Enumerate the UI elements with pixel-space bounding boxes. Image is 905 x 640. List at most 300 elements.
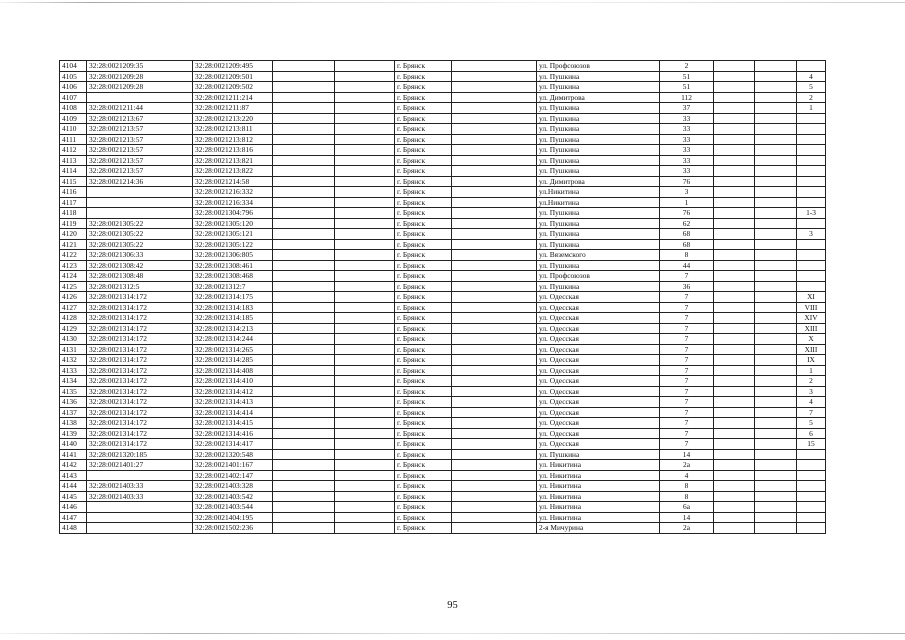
object-cadastral-cell: 32:28:0021314:416	[193, 428, 273, 439]
blank-cell-c	[452, 365, 537, 376]
blank-cell-d	[714, 334, 755, 345]
object-cadastral-cell: 32:28:0021403:328	[193, 481, 273, 492]
record-number-cell: 4122	[60, 250, 87, 261]
object-cadastral-cell: 32:28:0021314:414	[193, 407, 273, 418]
city-cell: г. Брянск	[395, 134, 452, 145]
blank-cell-a	[273, 281, 335, 292]
house-number-cell: 2а	[660, 523, 714, 534]
blank-cell-b	[335, 250, 395, 261]
house-number-cell: 7	[660, 334, 714, 345]
street-cell: ул. Профсоюзов	[537, 271, 660, 282]
parcel-cadastral-cell: 32:28:0021312:5	[87, 281, 193, 292]
blank-cell-e	[755, 92, 797, 103]
table-row	[60, 344, 826, 355]
house-number-cell: 76	[660, 176, 714, 187]
record-number-cell: 4130	[60, 334, 87, 345]
street-cell: ул. Одесская	[537, 292, 660, 303]
house-number-cell: 7	[660, 355, 714, 366]
object-cadastral-cell: 32:28:0021403:544	[193, 502, 273, 513]
blank-cell-c	[452, 134, 537, 145]
blank-cell-d	[714, 145, 755, 156]
city-cell: г. Брянск	[395, 92, 452, 103]
object-cadastral-cell: 32:28:0021304:796	[193, 208, 273, 219]
blank-cell-c	[452, 155, 537, 166]
apartment-cell	[797, 239, 826, 250]
table-row	[60, 481, 826, 492]
blank-cell-b	[335, 82, 395, 93]
parcel-cadastral-cell: 32:28:0021305:22	[87, 239, 193, 250]
blank-cell-e	[755, 61, 797, 72]
record-number-cell: 4128	[60, 313, 87, 324]
parcel-cadastral-cell	[87, 187, 193, 198]
object-cadastral-cell: 32:28:0021305:120	[193, 218, 273, 229]
blank-cell-d	[714, 292, 755, 303]
blank-cell-d	[714, 155, 755, 166]
parcel-cadastral-cell: 32:28:0021403:33	[87, 491, 193, 502]
blank-cell-d	[714, 92, 755, 103]
apartment-cell: XIII	[797, 323, 826, 334]
blank-cell-a	[273, 82, 335, 93]
blank-cell-a	[273, 523, 335, 534]
street-cell: ул. Профсоюзов	[537, 61, 660, 72]
blank-cell-e	[755, 386, 797, 397]
house-number-cell: 2	[660, 61, 714, 72]
object-cadastral-cell: 32:28:0021209:501	[193, 71, 273, 82]
object-cadastral-cell: 32:28:0021213:821	[193, 155, 273, 166]
city-cell: г. Брянск	[395, 166, 452, 177]
parcel-cadastral-cell: 32:28:0021308:42	[87, 260, 193, 271]
blank-cell-b	[335, 229, 395, 240]
house-number-cell: 7	[660, 418, 714, 429]
record-number-cell: 4117	[60, 197, 87, 208]
parcel-cadastral-cell: 32:28:0021314:172	[87, 418, 193, 429]
property-registry-table	[59, 60, 826, 534]
city-cell: г. Брянск	[395, 344, 452, 355]
blank-cell-e	[755, 407, 797, 418]
object-cadastral-cell: 32:28:0021213:816	[193, 145, 273, 156]
record-number-cell: 4145	[60, 491, 87, 502]
apartment-cell	[797, 491, 826, 502]
record-number-cell: 4107	[60, 92, 87, 103]
apartment-cell	[797, 449, 826, 460]
table-row	[60, 229, 826, 240]
apartment-cell: 3	[797, 386, 826, 397]
city-cell: г. Брянск	[395, 418, 452, 429]
blank-cell-b	[335, 239, 395, 250]
street-cell: ул. Пушкина	[537, 155, 660, 166]
blank-cell-b	[335, 470, 395, 481]
blank-cell-d	[714, 271, 755, 282]
record-number-cell: 4105	[60, 71, 87, 82]
table-row	[60, 61, 826, 72]
blank-cell-e	[755, 523, 797, 534]
table-row	[60, 355, 826, 366]
house-number-cell: 1	[660, 197, 714, 208]
table-row	[60, 334, 826, 345]
table-row	[60, 407, 826, 418]
blank-cell-a	[273, 302, 335, 313]
record-number-cell: 4135	[60, 386, 87, 397]
city-cell: г. Брянск	[395, 197, 452, 208]
blank-cell-d	[714, 197, 755, 208]
street-cell: ул. Никитина	[537, 470, 660, 481]
blank-cell-c	[452, 176, 537, 187]
blank-cell-b	[335, 428, 395, 439]
house-number-cell: 8	[660, 250, 714, 261]
table-row	[60, 124, 826, 135]
street-cell: ул. Пушкина	[537, 239, 660, 250]
blank-cell-b	[335, 481, 395, 492]
blank-cell-e	[755, 323, 797, 334]
table-row	[60, 218, 826, 229]
blank-cell-b	[335, 460, 395, 471]
street-cell: ул. Одесская	[537, 386, 660, 397]
blank-cell-b	[335, 355, 395, 366]
blank-cell-d	[714, 208, 755, 219]
house-number-cell: 36	[660, 281, 714, 292]
parcel-cadastral-cell: 32:28:0021314:172	[87, 397, 193, 408]
blank-cell-d	[714, 428, 755, 439]
street-cell: ул. Пушкина	[537, 260, 660, 271]
city-cell: г. Брянск	[395, 302, 452, 313]
parcel-cadastral-cell	[87, 208, 193, 219]
house-number-cell: 7	[660, 323, 714, 334]
apartment-cell	[797, 271, 826, 282]
blank-cell-e	[755, 197, 797, 208]
house-number-cell: 33	[660, 134, 714, 145]
blank-cell-d	[714, 512, 755, 523]
blank-cell-b	[335, 271, 395, 282]
city-cell: г. Брянск	[395, 271, 452, 282]
blank-cell-a	[273, 134, 335, 145]
parcel-cadastral-cell: 32:28:0021306:33	[87, 250, 193, 261]
street-cell: ул. Одесская	[537, 344, 660, 355]
blank-cell-a	[273, 176, 335, 187]
blank-cell-b	[335, 376, 395, 387]
blank-cell-c	[452, 397, 537, 408]
record-number-cell: 4126	[60, 292, 87, 303]
registry-body	[60, 61, 826, 534]
apartment-cell	[797, 113, 826, 124]
apartment-cell	[797, 502, 826, 513]
apartment-cell: XIV	[797, 313, 826, 324]
blank-cell-c	[452, 218, 537, 229]
house-number-cell: 7	[660, 376, 714, 387]
record-number-cell: 4118	[60, 208, 87, 219]
table-row	[60, 460, 826, 471]
blank-cell-d	[714, 523, 755, 534]
blank-cell-b	[335, 197, 395, 208]
blank-cell-e	[755, 418, 797, 429]
blank-cell-e	[755, 365, 797, 376]
street-cell: ул.Никитина	[537, 197, 660, 208]
city-cell: г. Брянск	[395, 407, 452, 418]
apartment-cell: 1	[797, 103, 826, 114]
blank-cell-b	[335, 208, 395, 219]
parcel-cadastral-cell: 32:28:0021314:172	[87, 334, 193, 345]
blank-cell-d	[714, 61, 755, 72]
object-cadastral-cell: 32:28:0021314:415	[193, 418, 273, 429]
apartment-cell: 5	[797, 82, 826, 93]
record-number-cell: 4115	[60, 176, 87, 187]
house-number-cell: 112	[660, 92, 714, 103]
city-cell: г. Брянск	[395, 439, 452, 450]
blank-cell-d	[714, 376, 755, 387]
apartment-cell: XI	[797, 292, 826, 303]
blank-cell-c	[452, 229, 537, 240]
blank-cell-d	[714, 407, 755, 418]
blank-cell-a	[273, 260, 335, 271]
blank-cell-e	[755, 428, 797, 439]
blank-cell-a	[273, 355, 335, 366]
blank-cell-a	[273, 502, 335, 513]
blank-cell-c	[452, 418, 537, 429]
blank-cell-d	[714, 113, 755, 124]
blank-cell-e	[755, 376, 797, 387]
house-number-cell: 7	[660, 292, 714, 303]
object-cadastral-cell: 32:28:0021312:7	[193, 281, 273, 292]
blank-cell-d	[714, 134, 755, 145]
blank-cell-e	[755, 397, 797, 408]
blank-cell-c	[452, 260, 537, 271]
street-cell: ул. Вяземского	[537, 250, 660, 261]
blank-cell-d	[714, 103, 755, 114]
apartment-cell	[797, 281, 826, 292]
house-number-cell: 33	[660, 155, 714, 166]
record-number-cell: 4124	[60, 271, 87, 282]
blank-cell-a	[273, 271, 335, 282]
table-row	[60, 512, 826, 523]
record-number-cell: 4129	[60, 323, 87, 334]
table-row	[60, 187, 826, 198]
house-number-cell: 4	[660, 470, 714, 481]
blank-cell-d	[714, 239, 755, 250]
blank-cell-d	[714, 281, 755, 292]
parcel-cadastral-cell: 32:28:0021308:48	[87, 271, 193, 282]
blank-cell-a	[273, 292, 335, 303]
house-number-cell: 14	[660, 512, 714, 523]
table-row	[60, 250, 826, 261]
apartment-cell	[797, 124, 826, 135]
blank-cell-c	[452, 313, 537, 324]
blank-cell-b	[335, 334, 395, 345]
blank-cell-d	[714, 176, 755, 187]
parcel-cadastral-cell: 32:28:0021314:172	[87, 302, 193, 313]
table-row	[60, 208, 826, 219]
record-number-cell: 4108	[60, 103, 87, 114]
apartment-cell	[797, 250, 826, 261]
blank-cell-b	[335, 365, 395, 376]
blank-cell-b	[335, 134, 395, 145]
blank-cell-e	[755, 460, 797, 471]
blank-cell-d	[714, 71, 755, 82]
record-number-cell: 4119	[60, 218, 87, 229]
street-cell: ул. Пушкина	[537, 103, 660, 114]
street-cell: ул. Пушкина	[537, 113, 660, 124]
blank-cell-c	[452, 208, 537, 219]
street-cell: ул. Пушкина	[537, 229, 660, 240]
blank-cell-c	[452, 113, 537, 124]
blank-cell-d	[714, 470, 755, 481]
parcel-cadastral-cell	[87, 197, 193, 208]
city-cell: г. Брянск	[395, 187, 452, 198]
table-row	[60, 260, 826, 271]
blank-cell-b	[335, 449, 395, 460]
object-cadastral-cell: 32:28:0021308:468	[193, 271, 273, 282]
blank-cell-a	[273, 239, 335, 250]
object-cadastral-cell: 32:28:0021404:195	[193, 512, 273, 523]
record-number-cell: 4142	[60, 460, 87, 471]
blank-cell-a	[273, 218, 335, 229]
parcel-cadastral-cell: 32:28:0021213:57	[87, 145, 193, 156]
parcel-cadastral-cell: 32:28:0021305:22	[87, 218, 193, 229]
apartment-cell	[797, 176, 826, 187]
house-number-cell: 51	[660, 71, 714, 82]
table-row	[60, 323, 826, 334]
blank-cell-e	[755, 512, 797, 523]
blank-cell-b	[335, 176, 395, 187]
apartment-cell: VIII	[797, 302, 826, 313]
object-cadastral-cell: 32:28:0021314:213	[193, 323, 273, 334]
city-cell: г. Брянск	[395, 176, 452, 187]
blank-cell-c	[452, 355, 537, 366]
blank-cell-a	[273, 491, 335, 502]
blank-cell-c	[452, 439, 537, 450]
parcel-cadastral-cell	[87, 502, 193, 513]
blank-cell-e	[755, 187, 797, 198]
blank-cell-c	[452, 323, 537, 334]
blank-cell-d	[714, 302, 755, 313]
blank-cell-e	[755, 239, 797, 250]
blank-cell-b	[335, 523, 395, 534]
table-row	[60, 386, 826, 397]
table-row	[60, 271, 826, 282]
object-cadastral-cell: 32:28:0021305:122	[193, 239, 273, 250]
street-cell: ул. Одесская	[537, 355, 660, 366]
blank-cell-b	[335, 71, 395, 82]
blank-cell-c	[452, 92, 537, 103]
street-cell: ул. Пушкина	[537, 166, 660, 177]
city-cell: г. Брянск	[395, 376, 452, 387]
city-cell: г. Брянск	[395, 491, 452, 502]
object-cadastral-cell: 32:28:0021308:461	[193, 260, 273, 271]
record-number-cell: 4123	[60, 260, 87, 271]
city-cell: г. Брянск	[395, 124, 452, 135]
record-number-cell: 4147	[60, 512, 87, 523]
record-number-cell: 4127	[60, 302, 87, 313]
record-number-cell: 4138	[60, 418, 87, 429]
apartment-cell: IX	[797, 355, 826, 366]
scan-edge-top	[0, 2, 905, 3]
parcel-cadastral-cell: 32:28:0021314:172	[87, 344, 193, 355]
blank-cell-d	[714, 166, 755, 177]
parcel-cadastral-cell: 32:28:0021209:28	[87, 71, 193, 82]
blank-cell-c	[452, 376, 537, 387]
blank-cell-a	[273, 512, 335, 523]
blank-cell-b	[335, 491, 395, 502]
blank-cell-e	[755, 491, 797, 502]
apartment-cell	[797, 470, 826, 481]
blank-cell-a	[273, 155, 335, 166]
object-cadastral-cell: 32:28:0021213:811	[193, 124, 273, 135]
object-cadastral-cell: 32:28:0021213:812	[193, 134, 273, 145]
blank-cell-e	[755, 166, 797, 177]
street-cell: ул. Одесская	[537, 418, 660, 429]
street-cell: ул. Пушкина	[537, 134, 660, 145]
table-row	[60, 502, 826, 513]
house-number-cell: 7	[660, 365, 714, 376]
blank-cell-b	[335, 61, 395, 72]
blank-cell-c	[452, 470, 537, 481]
blank-cell-c	[452, 334, 537, 345]
city-cell: г. Брянск	[395, 113, 452, 124]
object-cadastral-cell: 32:28:0021314:185	[193, 313, 273, 324]
blank-cell-d	[714, 449, 755, 460]
blank-cell-e	[755, 271, 797, 282]
blank-cell-a	[273, 460, 335, 471]
table-row	[60, 134, 826, 145]
house-number-cell: 33	[660, 124, 714, 135]
blank-cell-b	[335, 292, 395, 303]
parcel-cadastral-cell: 32:28:0021209:35	[87, 61, 193, 72]
blank-cell-c	[452, 386, 537, 397]
parcel-cadastral-cell: 32:28:0021211:44	[87, 103, 193, 114]
parcel-cadastral-cell: 32:28:0021213:57	[87, 134, 193, 145]
house-number-cell: 33	[660, 166, 714, 177]
parcel-cadastral-cell: 32:28:0021314:172	[87, 313, 193, 324]
street-cell: ул. Димитрова	[537, 176, 660, 187]
blank-cell-c	[452, 512, 537, 523]
parcel-cadastral-cell: 32:28:0021213:57	[87, 155, 193, 166]
blank-cell-e	[755, 134, 797, 145]
blank-cell-c	[452, 82, 537, 93]
house-number-cell: 33	[660, 113, 714, 124]
blank-cell-e	[755, 82, 797, 93]
object-cadastral-cell: 32:28:0021320:548	[193, 449, 273, 460]
city-cell: г. Брянск	[395, 386, 452, 397]
apartment-cell	[797, 134, 826, 145]
table-row	[60, 439, 826, 450]
object-cadastral-cell: 32:28:0021209:502	[193, 82, 273, 93]
street-cell: ул. Пушкина	[537, 218, 660, 229]
blank-cell-a	[273, 376, 335, 387]
blank-cell-b	[335, 344, 395, 355]
blank-cell-c	[452, 145, 537, 156]
table-row	[60, 92, 826, 103]
house-number-cell: 7	[660, 439, 714, 450]
house-number-cell: 7	[660, 271, 714, 282]
apartment-cell: 6	[797, 428, 826, 439]
blank-cell-e	[755, 124, 797, 135]
table-row	[60, 71, 826, 82]
house-number-cell: 68	[660, 239, 714, 250]
street-cell: ул. Димитрова	[537, 92, 660, 103]
blank-cell-e	[755, 334, 797, 345]
object-cadastral-cell: 32:28:0021314:244	[193, 334, 273, 345]
city-cell: г. Брянск	[395, 260, 452, 271]
apartment-cell	[797, 260, 826, 271]
blank-cell-d	[714, 260, 755, 271]
table-row	[60, 428, 826, 439]
blank-cell-d	[714, 344, 755, 355]
record-number-cell: 4110	[60, 124, 87, 135]
apartment-cell: X	[797, 334, 826, 345]
record-number-cell: 4109	[60, 113, 87, 124]
table-row	[60, 166, 826, 177]
city-cell: г. Брянск	[395, 82, 452, 93]
blank-cell-a	[273, 481, 335, 492]
blank-cell-b	[335, 92, 395, 103]
